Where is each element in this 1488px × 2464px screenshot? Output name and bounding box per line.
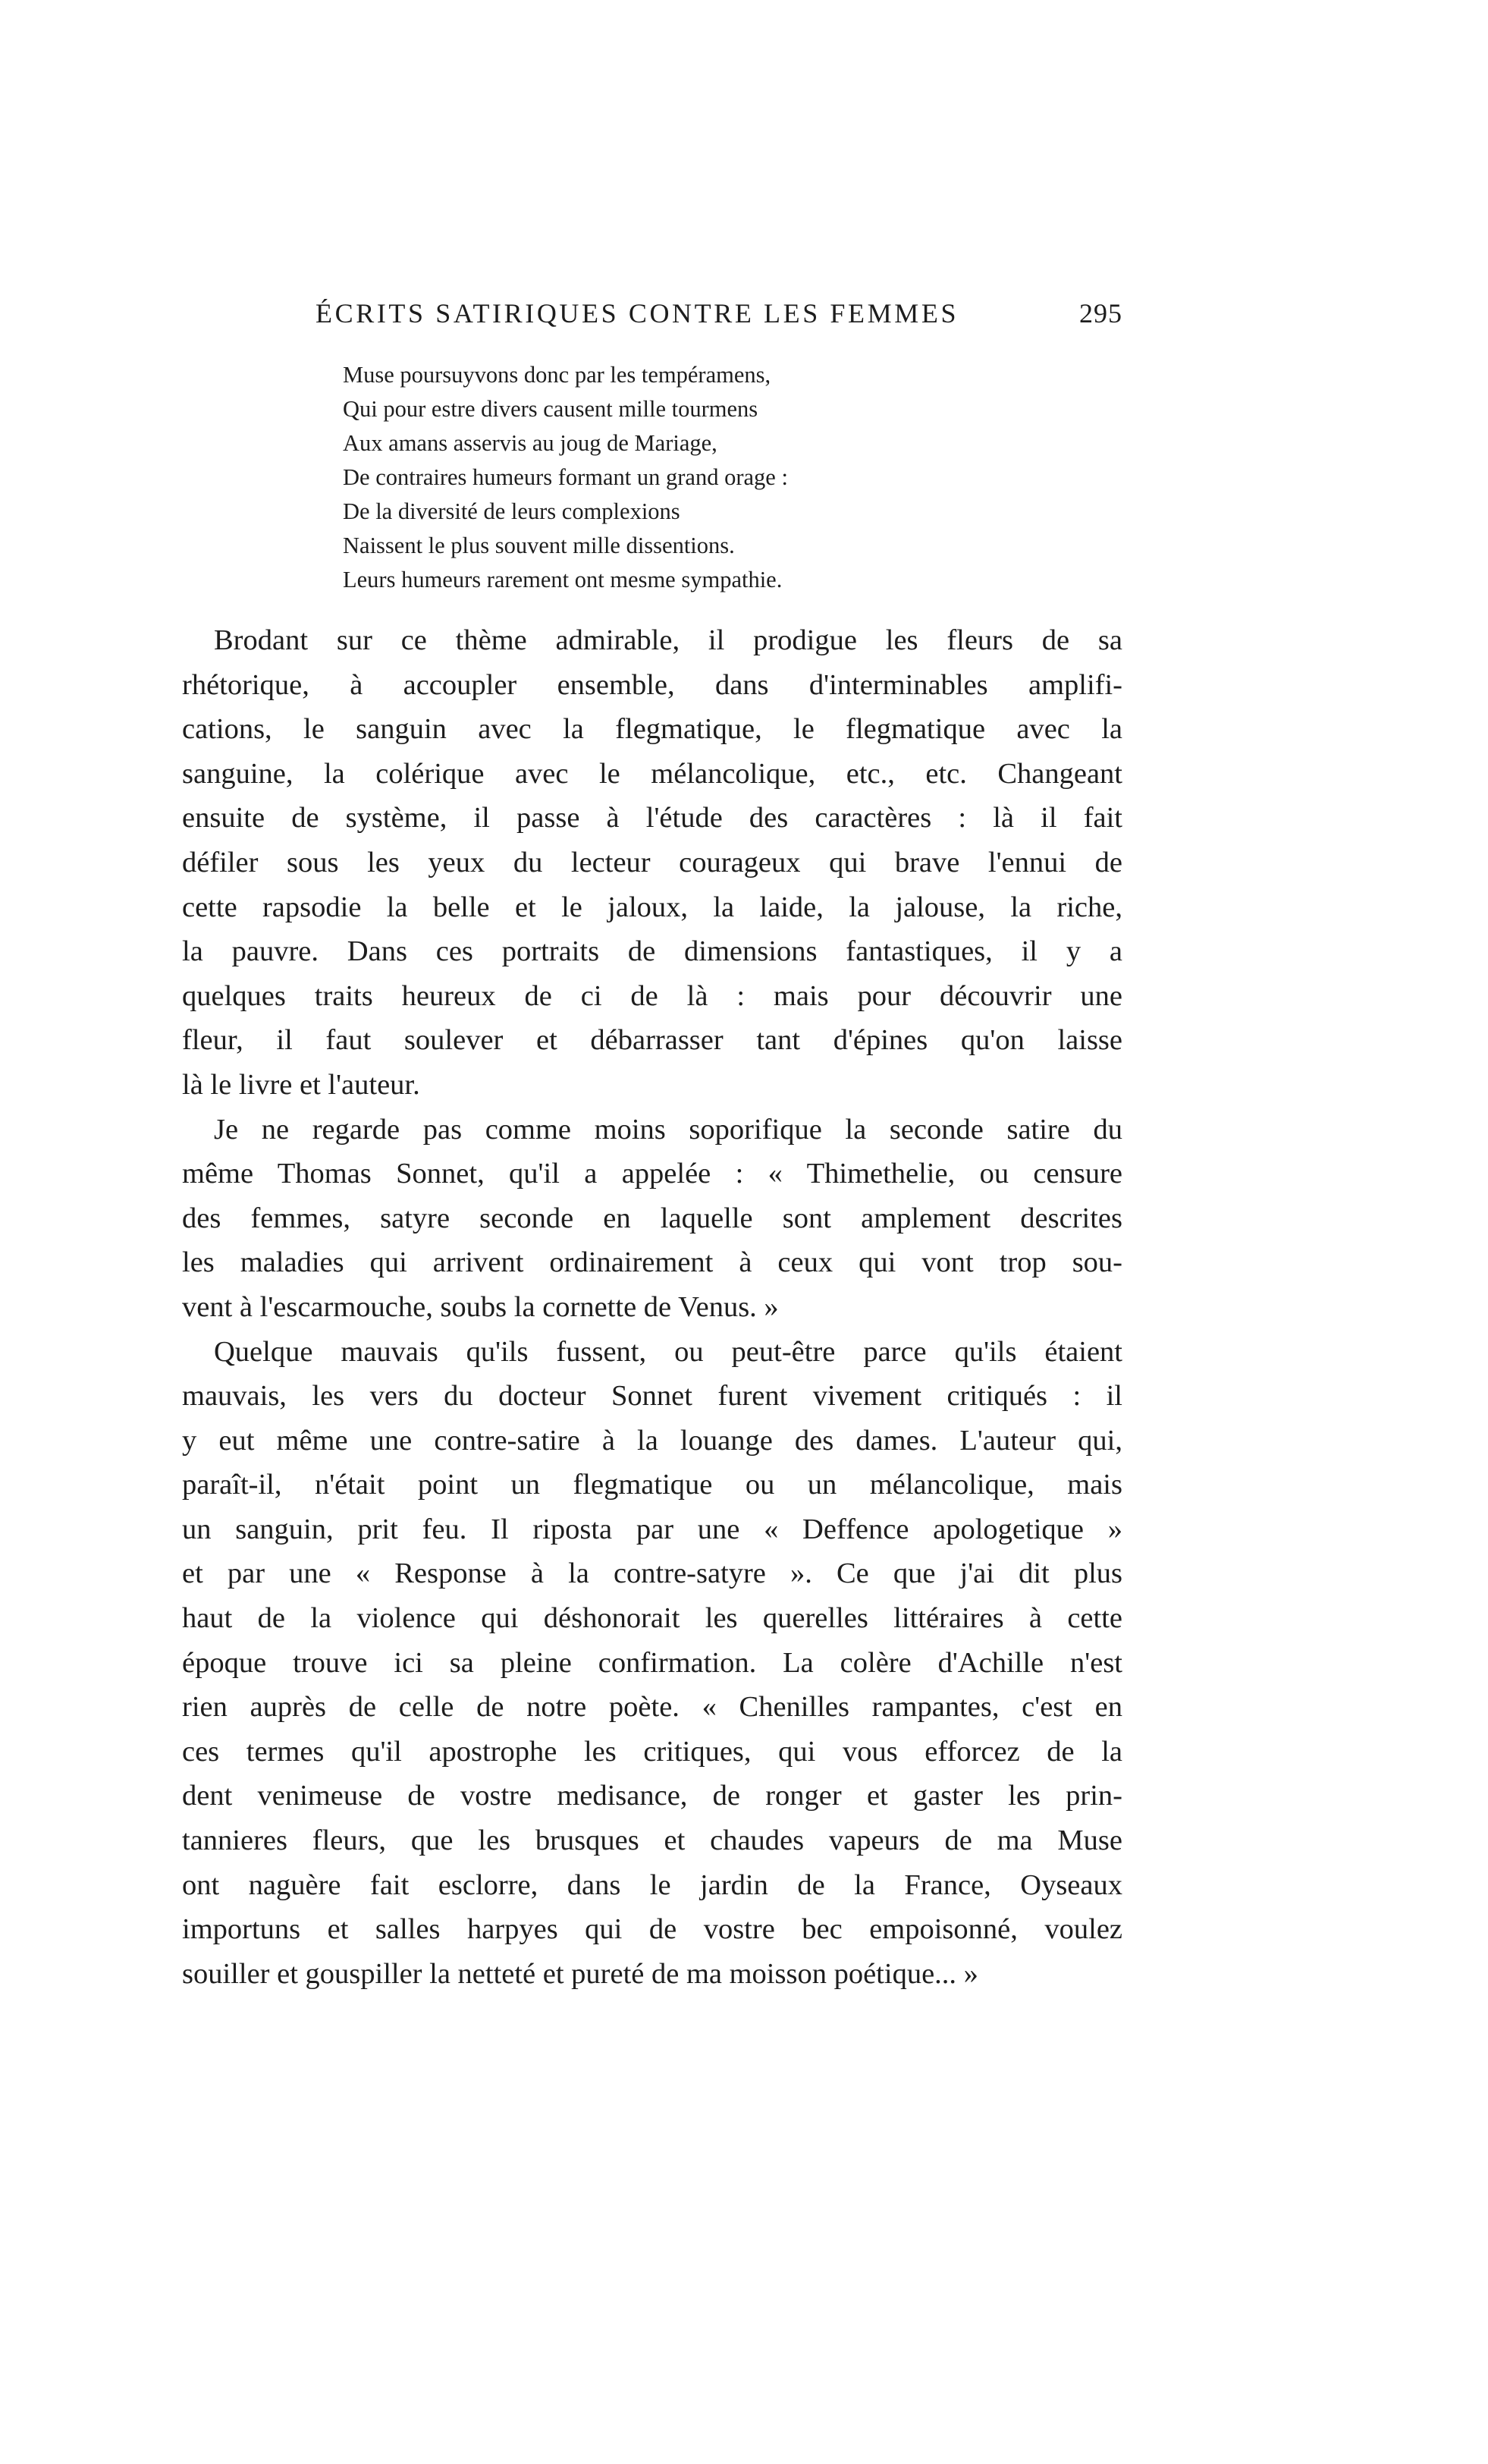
text-line: importuns et salles harpyes qui de vostre bec empoisonné, voulez <box>182 1913 1122 1946</box>
running-head <box>182 297 1122 338</box>
page-number: 295 <box>1079 298 1122 328</box>
verse-quotation <box>343 358 1086 597</box>
text-line: ensuite de système, il passe à l'étude des caractères : là il fait <box>182 802 1122 834</box>
text-line: tannieres fleurs, que les brusques et chaudes vapeurs de ma Muse <box>182 1824 1122 1857</box>
text-line: Quelque mauvais qu'ils fussent, ou peut-être parce qu'ils étaient <box>214 1335 1122 1368</box>
text-line: ont naguère fait esclorre, dans le jardin de la France, Oyseaux <box>182 1868 1122 1901</box>
text-line: et par une « Response à la contre-satyre ». Ce que j'ai dit plus <box>182 1557 1122 1590</box>
text-line: Brodant sur ce thème admirable, il prodigue les fleurs de sa <box>214 624 1122 656</box>
verse-line: Naissent le plus souvent mille dissentions. <box>343 533 735 558</box>
verse-line: Qui pour estre divers causent mille tourmens <box>343 396 758 422</box>
text-line: des femmes, satyre seconde en laquelle sont amplement descrites <box>182 1202 1122 1234</box>
text-line: défiler sous les yeux du lecteur courageux qui brave l'ennui de <box>182 846 1122 878</box>
paragraph-2 <box>182 1108 1122 1330</box>
text-line: y eut même une contre-satire à la louange des dames. L'auteur qui, <box>182 1424 1122 1457</box>
text-line: Je ne regarde pas comme moins soporifique la seconde satire du <box>214 1113 1122 1146</box>
verse-line: De contraires humeurs formant un grand orage : <box>343 464 788 490</box>
paragraph-3 <box>182 1330 1122 1997</box>
text-line: paraît-il, n'était point un flegmatique ou un mélancolique, mais <box>182 1469 1122 1501</box>
paragraph-1 <box>182 618 1122 1108</box>
text-line: la pauvre. Dans ces portraits de dimensions fantastiques, il y a <box>182 935 1122 968</box>
text-line: sanguine, la colérique avec le mélancolique, etc., etc. Changeant <box>182 757 1122 790</box>
text-line: haut de la violence qui déshonorait les querelles littéraires à cette <box>182 1602 1122 1635</box>
text-line: un sanguin, prit feu. Il riposta par une « Deffence apologetique » <box>182 1513 1122 1545</box>
running-title: ÉCRITS SATIRIQUES CONTRE LES FEMMES <box>315 298 959 328</box>
text-line: même Thomas Sonnet, qu'il a appelée : « Thimethelie, ou censure <box>182 1158 1122 1190</box>
text-line: rhétorique, à accoupler ensemble, dans d'interminables amplifi- <box>182 668 1122 701</box>
text-line: les maladies qui arrivent ordinairement à ceux qui vont trop sou- <box>182 1246 1122 1279</box>
verse-line: Aux amans asservis au joug de Mariage, <box>343 430 717 456</box>
verse-line: Leurs humeurs rarement ont mesme sympathie. <box>343 567 783 592</box>
verse-line: Muse poursuyvons donc par les tempéramens, <box>343 362 771 388</box>
text-line: quelques traits heureux de ci de là : mais pour découvrir une <box>182 979 1122 1012</box>
text-line: époque trouve ici sa pleine confirmation. La colère d'Achille n'est <box>182 1646 1122 1679</box>
verse-line: De la diversité de leurs complexions <box>343 498 680 524</box>
text-line: vent à l'escarmouche, soubs la cornette de Venus. » <box>182 1290 779 1323</box>
text-line: fleur, il faut soulever et débarrasser tant d'épines qu'on laisse <box>182 1024 1122 1057</box>
text-line: cette rapsodie la belle et le jaloux, la laide, la jalouse, la riche, <box>182 891 1122 923</box>
prose-body <box>182 618 1122 1996</box>
text-line: dent venimeuse de vostre medisance, de ronger et gaster les prin- <box>182 1780 1122 1812</box>
text-line: mauvais, les vers du docteur Sonnet furent vivement critiqués : il <box>182 1380 1122 1413</box>
text-line: souiller et gouspiller la netteté et pureté de ma moisson poétique... » <box>182 1957 978 1990</box>
text-line: ces termes qu'il apostrophe les critiques, qui vous efforcez de la <box>182 1735 1122 1768</box>
text-line: rien auprès de celle de notre poète. « Chenilles rampantes, c'est en <box>182 1691 1122 1724</box>
text-line: cations, le sanguin avec la flegmatique, le flegmatique avec la <box>182 713 1122 746</box>
text-line: là le livre et l'auteur. <box>182 1068 420 1101</box>
